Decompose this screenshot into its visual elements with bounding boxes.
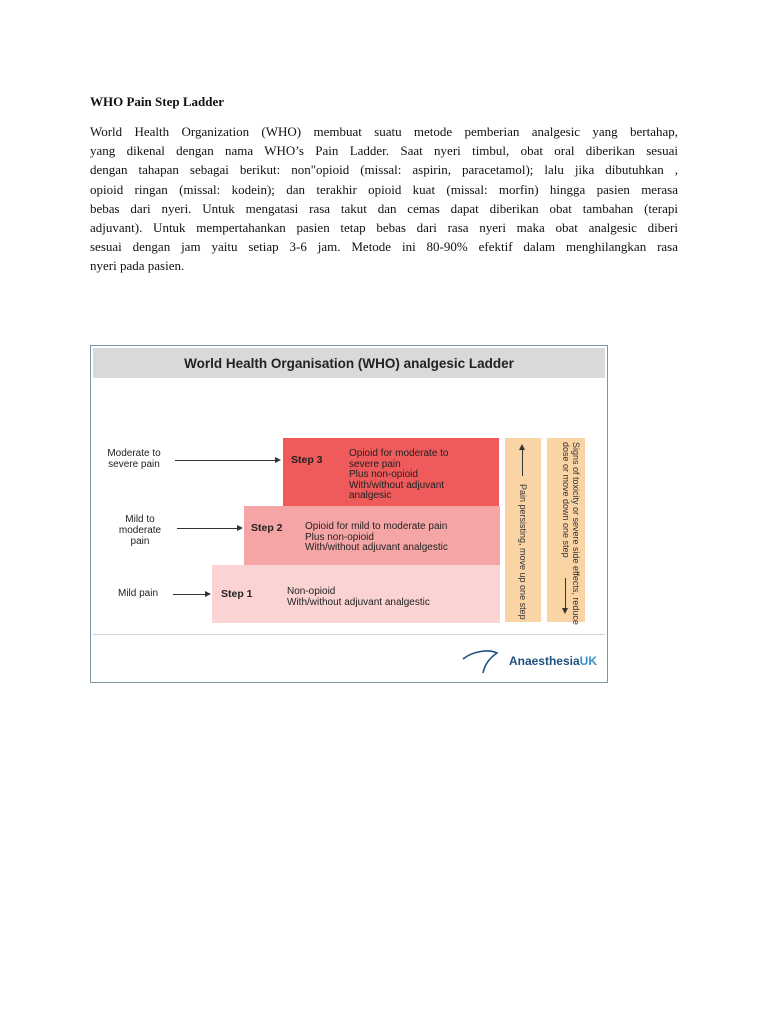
- pain-label-line: pain: [130, 536, 150, 547]
- pain-label-line: Mild to: [125, 514, 155, 525]
- pain-label-step-1: [105, 588, 171, 599]
- arrow-line: [177, 528, 237, 529]
- step-desc-line: Plus non-opioid: [349, 469, 418, 480]
- arrow-right-icon: [275, 457, 281, 463]
- paragraph-line: yang dikenal dengan nama WHO’s Pain Ladder. Saat nyeri timbul, obat oral diberikan sesuai: [90, 143, 678, 159]
- document-heading: WHO Pain Step Ladder: [90, 94, 224, 109]
- document-paragraph: [90, 122, 678, 276]
- anaesthesia-uk-logo: [509, 654, 597, 668]
- step-desc-line: severe pain: [349, 458, 401, 470]
- pain-label-line: severe pain: [108, 459, 160, 470]
- step-desc-line: Non-opioid: [287, 586, 336, 597]
- step-1-description: [287, 587, 430, 608]
- arrow-down-icon: [562, 608, 568, 614]
- figure-title: World Health Organisation (WHO) analgesic Ladder: [93, 348, 605, 378]
- side-text-deescalate: [561, 442, 581, 625]
- pain-label-step-2: [105, 514, 175, 547]
- step-desc-line: analgesic: [349, 490, 392, 501]
- anaesthesia-uk-logo-swoosh-icon: [461, 649, 501, 675]
- step-3-description: [349, 449, 449, 502]
- figure-divider: [93, 634, 605, 635]
- step-desc-line: With/without adjuvant: [349, 479, 445, 491]
- paragraph-line: sesuai dengan jam yaitu setiap 3-6 jam. Metode ini 80-90% efektif dalam menghilangkan rasa: [90, 239, 678, 255]
- paragraph-line: adjuvant). Untuk mempertahankan pasien tetap bebas dari rasa nyeri maka obat analgesic diberi: [90, 220, 678, 236]
- arrow-right-icon: [237, 525, 243, 531]
- logo-suffix-text: UK: [579, 654, 597, 668]
- step-2-label: Step 2: [251, 522, 283, 534]
- who-ladder-figure: [90, 345, 608, 683]
- step-3-label: Step 3: [291, 454, 323, 466]
- side-text-line: Signs of toxicity or severe side effects, reduce: [571, 442, 581, 625]
- paragraph-line: World Health Organization (WHO) membuat suatu metode pemberian analgesic yang bertahap,: [90, 124, 678, 139]
- side-text-escalate: Pain persisting, move up one step: [518, 484, 528, 620]
- side-text-line: dose or move down one step: [561, 442, 571, 558]
- paragraph-line: bebas dari nyeri. Untuk mengatasi rasa takut dan cemas dapat diberikan obat tambahan (terapi: [90, 200, 678, 216]
- arrow-right-icon: [205, 591, 211, 597]
- step-desc-line: Opioid for moderate to: [349, 448, 449, 459]
- step-desc-line: Opioid for mild to moderate pain: [305, 521, 448, 532]
- arrow-line: [522, 450, 523, 476]
- step-desc-line: With/without adjuvant analgestic: [287, 596, 430, 608]
- arrow-line: [173, 594, 205, 595]
- paragraph-line: nyeri pada pasien.: [90, 258, 185, 274]
- paragraph-line: opioid ringan (missal: kodein); dan terakhir opioid kuat (missal: morfin) hingga pasien merasa: [90, 181, 678, 197]
- arrow-line: [565, 578, 566, 608]
- step-desc-line: Plus non-opioid: [305, 531, 374, 543]
- logo-main-text: Anaesthesia: [508, 654, 580, 668]
- step-desc-line: With/without adjuvant analgestic: [305, 542, 448, 553]
- pain-label-line: Moderate to: [107, 448, 161, 459]
- step-1-label: Step 1: [221, 588, 253, 600]
- arrow-line: [175, 460, 275, 461]
- pain-label-line: Mild pain: [117, 588, 159, 599]
- paragraph-line: dengan tahapan sebagai berikut: non"opioid (missal: aspirin, paracetamol); lalu jika dibutuhkan ,: [90, 162, 678, 178]
- step-2-description: [305, 522, 448, 554]
- pain-label-line: moderate: [118, 525, 162, 536]
- pain-label-step-3: [95, 448, 173, 470]
